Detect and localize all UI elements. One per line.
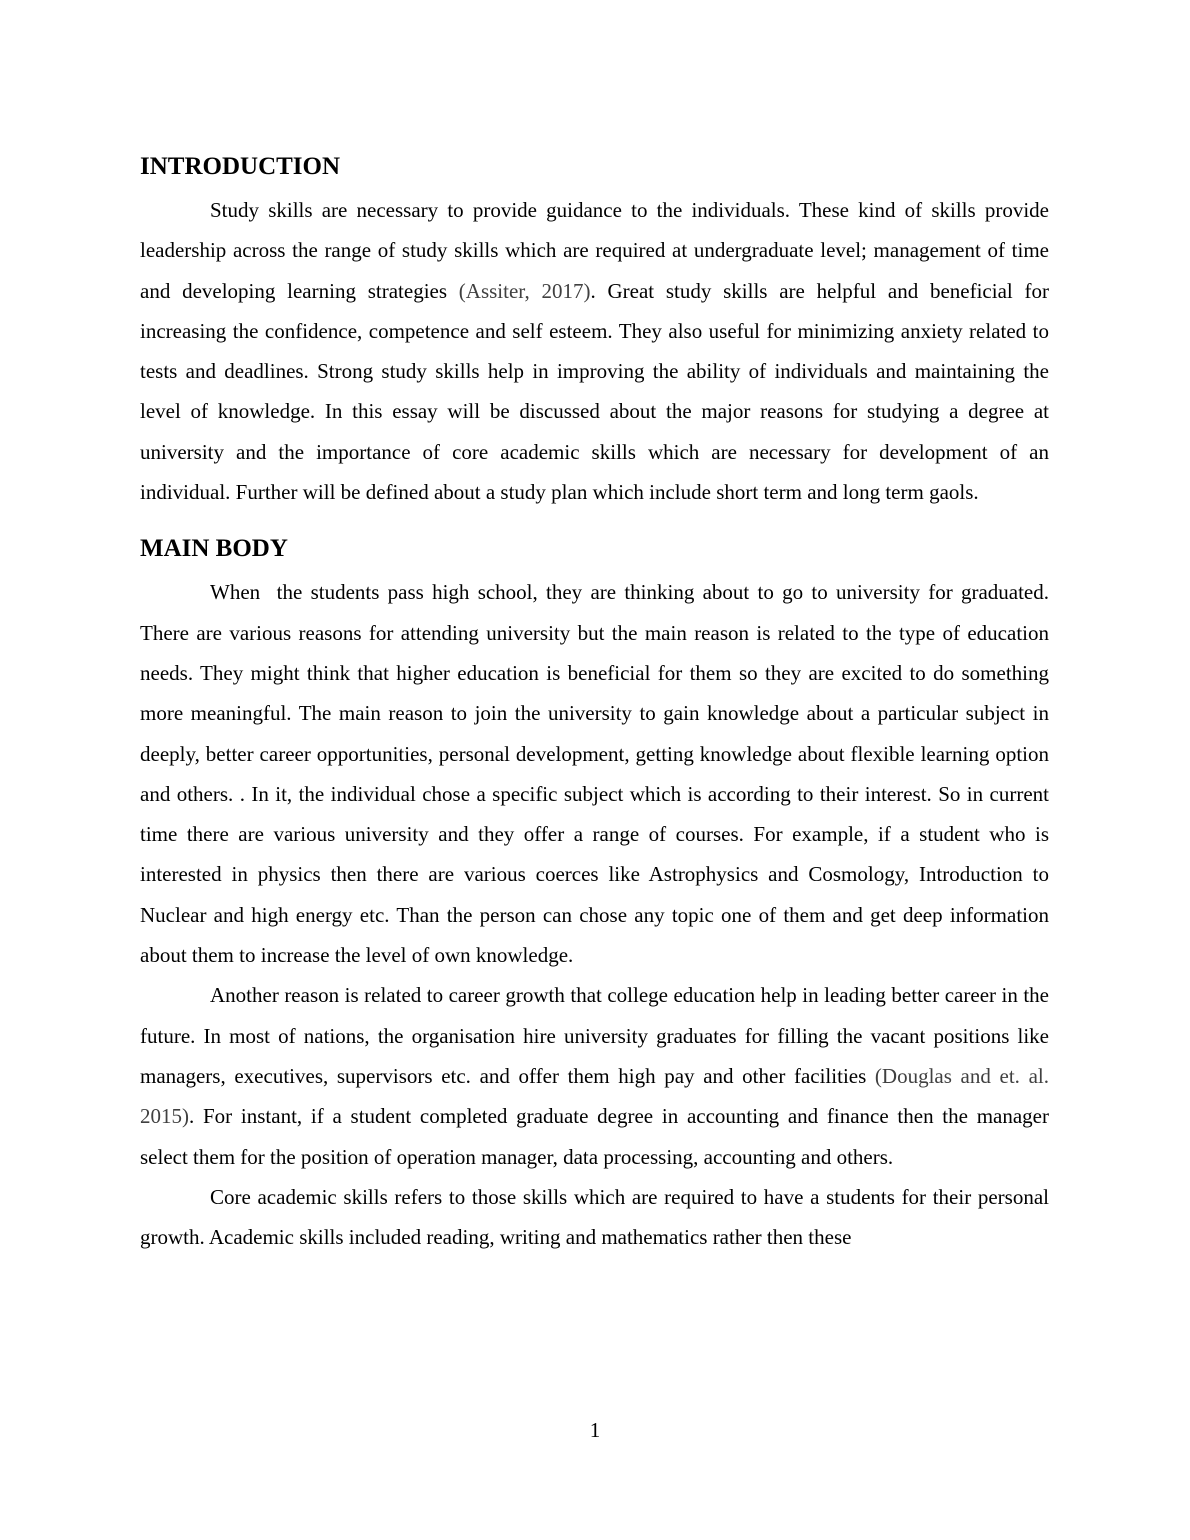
page-number: 1: [589, 1418, 601, 1442]
main-body-paragraph-2: [140, 975, 1060, 1176]
introduction-text-part-1: Study skills are necessary to provide guidance to the individuals. These kind of skills provide leadership across the range of study skills which are required at undergraduate level; management of time and developing learning strategies: [140, 198, 1049, 303]
introduction-paragraph: [140, 190, 1049, 512]
introduction-heading: INTRODUCTION: [140, 153, 341, 180]
main-body-paragraph-2-part-2: . For instant, if a student completed graduate degree in accounting and finance then the manager select them for the position of operation manager, data processing, accounting and others.: [140, 1104, 1049, 1169]
main-body-paragraph-1: When the students pass high school, they are thinking about to go to university for graduated. There are various reasons for attending university but the main reason is related to the type of education needs. They might think that higher education is beneficial for them so they are excited to do something more meaningful. The main reason to join the university to gain knowledge about a particular subject in deeply, better career opportunities, personal development, getting knowledge about flexible learning option and others. . In it, the individual chose a specific subject which is according to their interest. So in current time there are various university and they offer a range of courses. For example, if a student who is interested in physics then there are various coerces like Astrophysics and Cosmology, Introduction to Nuclear and high energy etc. Than the person can chose any topic one of them and get deep information about them to increase the level of own knowledge.: [140, 580, 1055, 968]
citation-douglas: (Douglas and et. al. 2015): [140, 1063, 1060, 1129]
citation-assiter: (Assiter, 2017): [458, 278, 591, 303]
main-body-paragraph-2-part-1: Another reason is related to career growth that college education help in leading better career in the future. In most of nations, the organisation hire university graduates for filling the vacant positions like managers, executives, supervisors etc. and offer them high pay and other facilities: [140, 983, 1049, 1088]
introduction-text-part-2: . Great study skills are helpful and beneficial for increasing the confidence, competence and self esteem. They also useful for minimizing anxiety related to tests and deadlines. Strong study skills help in improving the ability of individuals and maintaining the level of knowledge. In this essay will be discussed about the major reasons for studying a degree at university and the importance of core academic skills which are necessary for development of an individual. Further will be defined about a study plan which include short term and long term gaols.: [140, 278, 1049, 505]
document-page: [140, 150, 1060, 1257]
main-body-heading: MAIN BODY: [140, 535, 288, 563]
main-body-paragraph-3: Core academic skills refers to those skills which are required to have a students for their personal growth. Academic skills included reading, writing and mathematics rather then these: [140, 1184, 1049, 1250]
